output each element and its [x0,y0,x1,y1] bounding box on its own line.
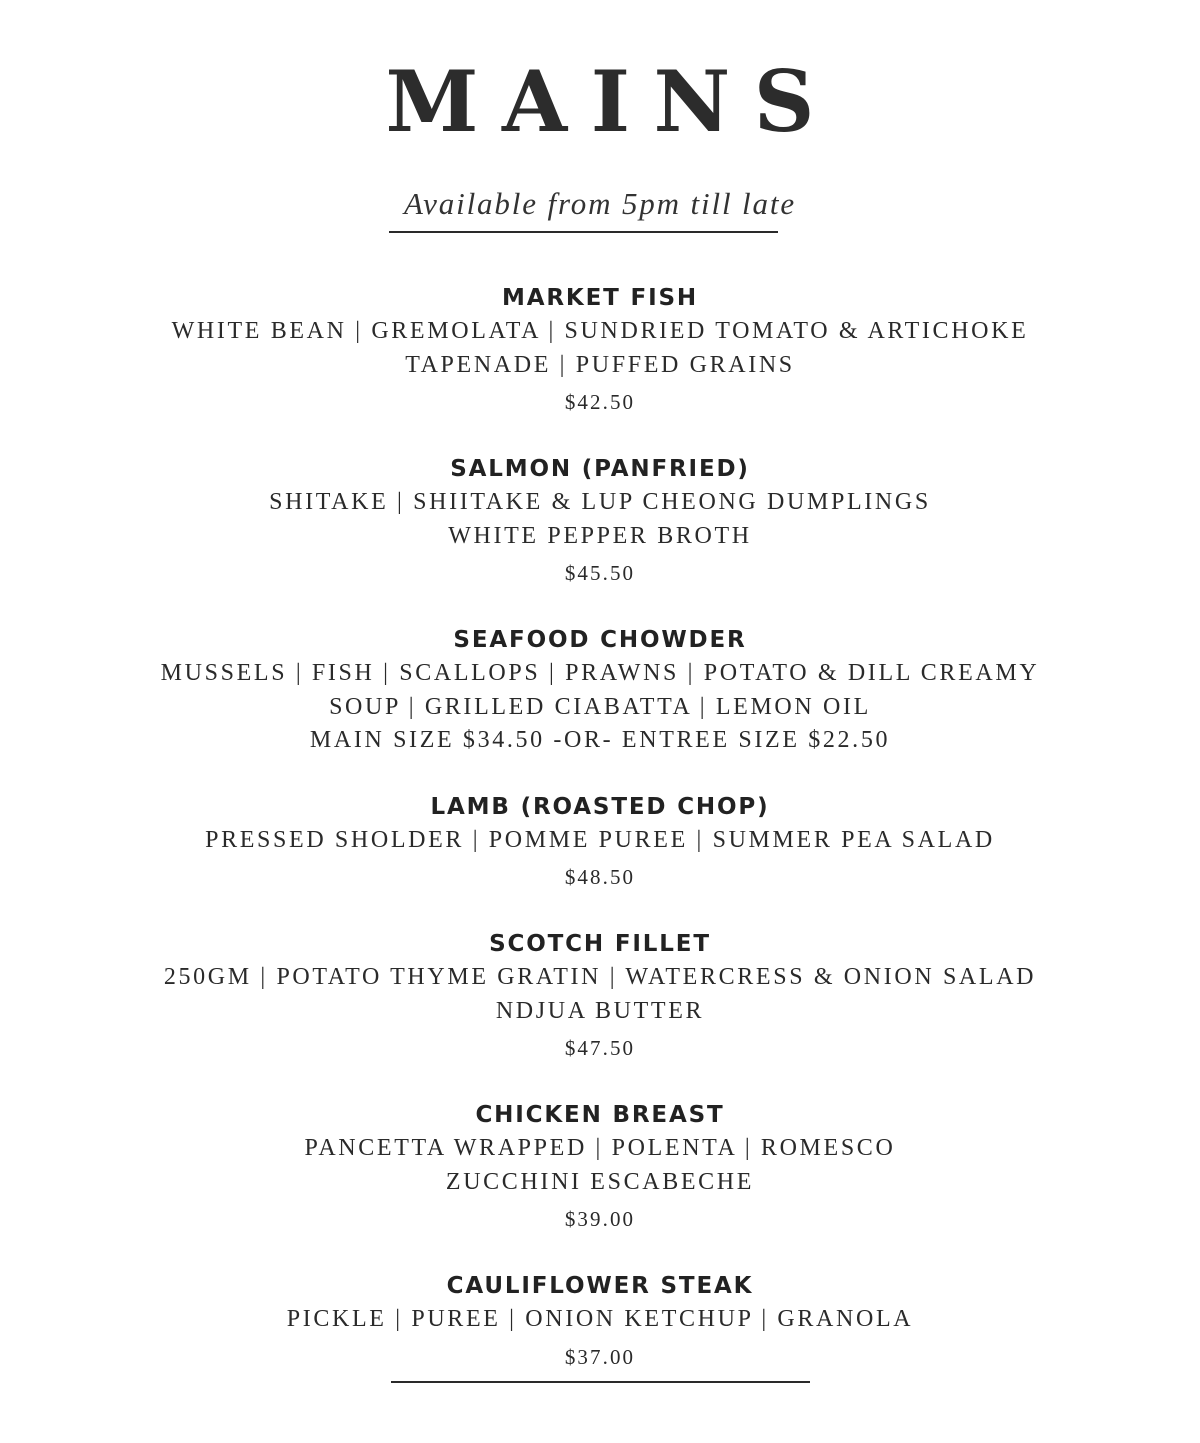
menu-item-price: $42.50 [564,390,636,414]
bottom-divider [391,1381,810,1383]
menu-item-description: PICKLE | PUREE | ONION KETCHUP | GRANOLA [286,1306,914,1332]
menu-item-description: TAPENADE | PUFFED GRAINS [405,351,795,378]
menu-item-description: WHITE PEPPER BROTH [448,522,752,549]
menu-item-name: CAULIFLOWER STEAK [446,1273,754,1299]
menu-item-description: WHITE BEAN | GREMOLATA | SUNDRIED TOMATO & ARTICHOKE [171,318,1029,344]
menu-item-description: PRESSED SHOLDER | POMME PUREE | SUMMER PEA SALAD [205,826,995,853]
menu-item-price: $48.50 [564,865,636,889]
subtitle-divider [389,231,778,233]
menu-item-price: $39.00 [564,1207,636,1231]
menu-title: MAINS [385,52,838,151]
menu-item-description: 250GM | POTATO THYME GRATIN | WATERCRESS & ONION SALAD [163,964,1037,990]
menu-item [0,1269,1200,1375]
menu-item [0,1098,1200,1237]
menu-subtitle: Available from 5pm till late [404,186,796,221]
menu-item-price: $47.50 [564,1036,636,1060]
menu-item-description: MAIN SIZE $34.50 -OR- ENTREE SIZE $22.50 [309,727,891,753]
menu-item-name: SEAFOOD CHOWDER [453,627,747,653]
menu-item-description: PANCETTA WRAPPED | POLENTA | ROMESCO [304,1135,896,1161]
menu-item [0,623,1200,758]
menu-item [0,790,1200,896]
menu-item-list [0,281,1200,1375]
menu-item-description: NDJUA BUTTER [495,997,705,1024]
menu-item [0,927,1200,1066]
menu-item-name: SCOTCH FILLET [489,931,711,957]
menu-item-description: SHITAKE | SHIITAKE & LUP CHEONG DUMPLINGS [269,489,931,515]
menu-item-price: $37.00 [564,1344,636,1369]
menu-item-name: MARKET FISH [502,285,698,311]
menu-item-name: LAMB (ROASTED CHOP) [430,793,770,820]
menu-item-description: SOUP | GRILLED CIABATTA | LEMON OIL [329,693,871,720]
menu-item-name: SALMON (PANFRIED) [450,456,750,482]
menu-item-price: $45.50 [564,561,636,585]
menu-item [0,281,1200,420]
menu-item-name: CHICKEN BREAST [475,1102,725,1128]
menu-item-description: MUSSELS | FISH | SCALLOPS | PRAWNS | POTATO & DILL CREAMY [160,660,1040,686]
menu-item [0,452,1200,591]
menu-item-description: ZUCCHINI ESCABECHE [445,1168,755,1195]
